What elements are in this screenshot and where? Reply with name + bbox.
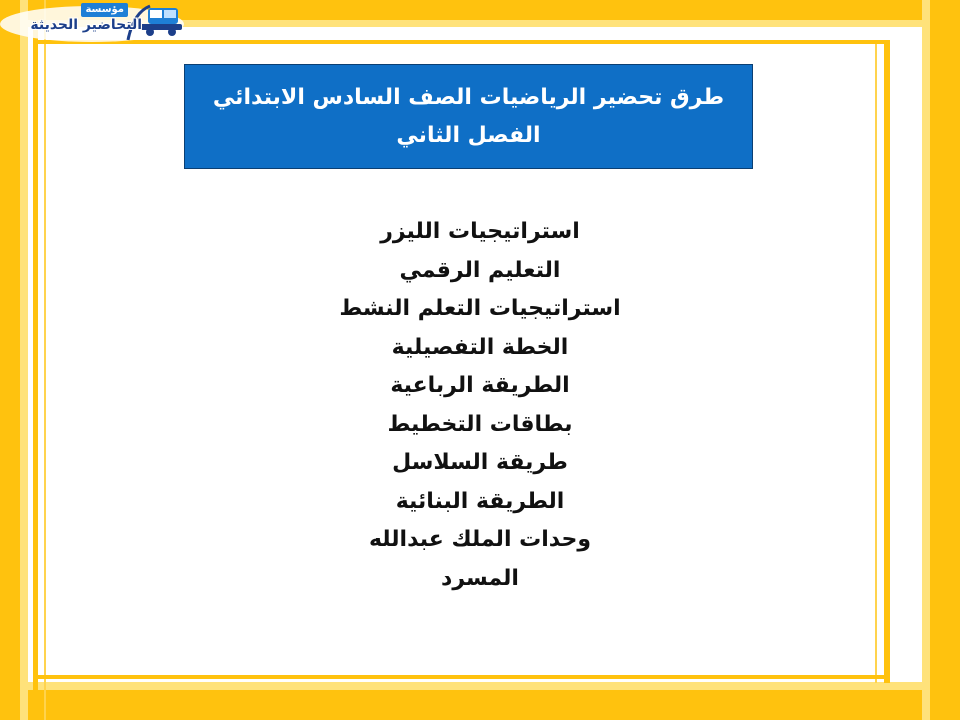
logo — [0, 0, 186, 44]
title-box — [184, 64, 753, 169]
list-item: الخطة التفصيلية — [391, 334, 569, 360]
logo-prefix: مؤسسة — [81, 3, 128, 17]
methods-list — [200, 213, 760, 598]
frame-bottom-light-stripe — [0, 682, 960, 690]
frame-left-inner-stripe — [33, 0, 38, 720]
frame-inner-bottom-line — [38, 675, 890, 679]
frame-left-thin-line — [44, 0, 46, 720]
frame-left-light-stripe — [20, 0, 28, 720]
frame-right-inner-stripe — [884, 40, 890, 683]
frame-right-thin-line — [875, 40, 877, 683]
frame-bottom-band — [0, 690, 960, 720]
logo-name: التحاضير الحديثة — [30, 17, 142, 33]
title-line-2: الفصل الثاني — [396, 122, 541, 148]
list-item: وحدات الملك عبدالله — [368, 527, 592, 552]
list-item: استراتيجيات الليزر — [380, 219, 580, 244]
list-item: استراتيجيات التعلم النشط — [339, 296, 621, 321]
list-item: بطاقات التخطيط — [387, 411, 573, 437]
frame-right-light-stripe — [922, 0, 930, 720]
list-item: المسرد — [441, 565, 519, 591]
frame-right-band — [930, 0, 960, 720]
list-item: الطريقة البنائية — [395, 488, 565, 514]
list-item: التعليم الرقمي — [399, 257, 561, 283]
frame-left-band — [0, 0, 20, 720]
title-line-1: طرق تحضير الرياضيات الصف السادس الابتدائي — [212, 84, 725, 110]
list-item: الطريقة الرباعية — [390, 373, 570, 398]
list-item: طريقة السلاسل — [392, 450, 568, 475]
